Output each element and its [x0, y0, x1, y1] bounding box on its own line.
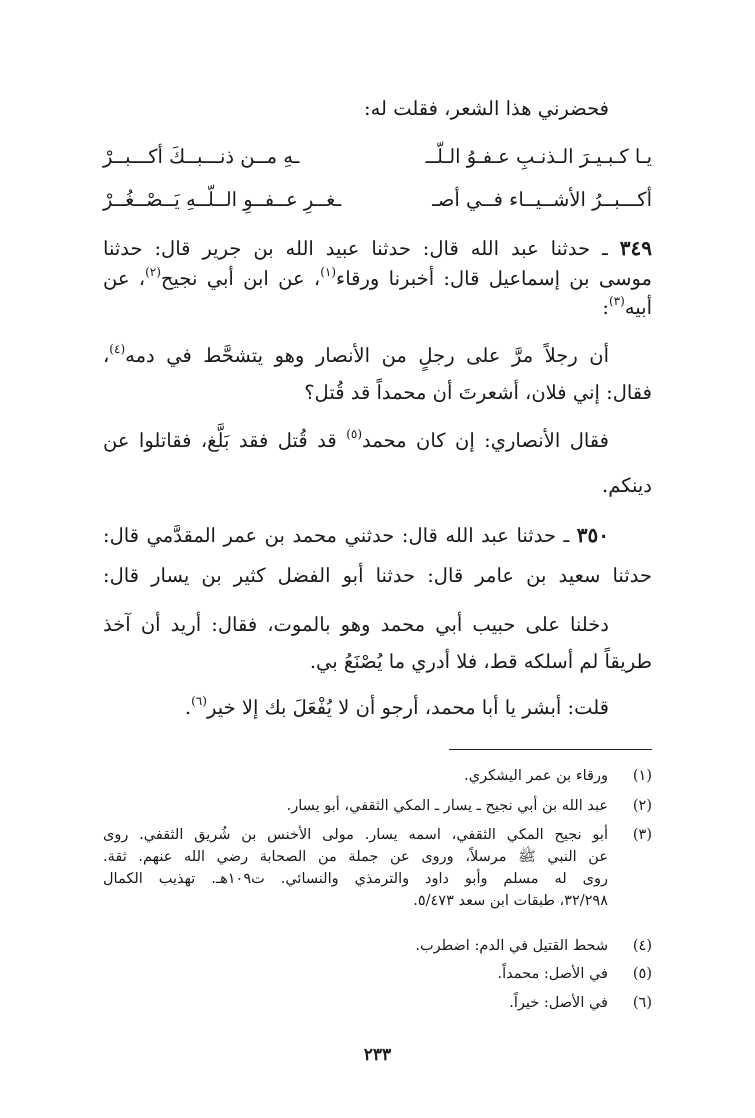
footnote-text: في الأصل: محمداً. — [497, 966, 608, 982]
footnote-ref[interactable]: (٥) — [346, 427, 363, 441]
text-line: دينكم. — [602, 474, 652, 497]
text-line: قلت: أبشر يا أبا محمد، أرجو أن لا يُفْعَلَ بك إلا خير$^{(٦)}$. — [184, 694, 609, 719]
text-line: ٣٥٠ ـ حدثنا عبد الله قال: حدثني محمد بن عمر المقدَّمي قال: — [103, 523, 609, 547]
verse-2-second-hemistich: ـغــرِ عــفــوِ الــلّــهِ يَــصْــغُــرْ — [103, 188, 342, 211]
footnote-text: في الأصل: خيراً. — [509, 995, 608, 1011]
footnote-ref[interactable]: (٢) — [145, 265, 161, 279]
text-line: أن رجلاً مرَّ على رجلٍ من الأنصار وهو يتشحَّط في دمه$^{(٤)}$، — [103, 342, 609, 367]
text-line: فقال الأنصاري: إن كان محمد$^{(٥)}$ قد قُتل فقد بَلَّغ، فقاتلوا عن — [103, 427, 609, 452]
text-line: فقال: إني فلان، أشعرتَ أن محمداً قد قُتل؟ — [304, 381, 652, 404]
verse-1-first-hemistich: يـا كـبـيـرَ الـذنـبِ عـفـوُ الـلّــ — [425, 145, 652, 168]
hadith-number: ٣٥٠ — [576, 523, 609, 547]
footnote-text: عبد الله بن أبي نجيح ـ يسار ـ المكي الثقفي، أبو يسار. — [286, 798, 608, 814]
footnote-number: (٦) — [632, 995, 652, 1011]
footnote-number: (٢) — [632, 798, 652, 814]
footnote-ref[interactable]: (٤) — [109, 342, 126, 356]
footnote-ref[interactable]: (١) — [320, 265, 337, 279]
footnote-number: (٤) — [632, 938, 652, 954]
text-line: فحضرني هذا الشعر، فقلت له: — [364, 97, 609, 120]
text-line: موسى بن إسماعيل قال: أخبرنا ورقاء$^{(١)}$، عن ابن أبي نجيح$^{(٢)}$، عن — [103, 265, 652, 290]
text-line: طريقاً لم أسلكه قط، فلا أدري ما يُصْنَعُ بي. — [309, 650, 652, 673]
verse-1-second-hemistich: ـهِ مــن ذنـــبــكَ أكـــبــرْ — [103, 145, 300, 168]
footnote-number: (٣) — [632, 827, 652, 843]
text-line: أبيه$^{(٣)}$: — [602, 294, 652, 319]
footnote-text: روى له مسلم وأبو داود والترمذي والنسائي. ت١٠٩هـ. تهذيب الكمال — [103, 871, 608, 887]
footnote-text: أبو نجيح المكي الثقفي، اسمه يسار. مولى الأخنس بن شُريق الثقفي. روى — [103, 827, 608, 843]
page-number: ٢٣٣ — [363, 1045, 392, 1065]
verse-2-first-hemistich: أكـــبــرُ الأشــيــاء فــي أصـ — [432, 188, 652, 211]
footnote-divider — [449, 749, 652, 750]
footnote-text: شحط القتيل في الدم: اضطرب. — [415, 938, 608, 954]
footnote-number: (٥) — [632, 966, 652, 982]
hadith-number: ٣٤٩ — [619, 236, 652, 260]
footnote-ref[interactable]: (٣) — [608, 294, 625, 308]
footnote-text: ورقاء بن عمر اليشكري. — [464, 768, 608, 784]
text-line: ٣٤٩ ـ حدثنا عبد الله قال: حدثنا عبيد الله بن جرير قال: حدثنا — [103, 236, 652, 260]
footnote-text: عن النبي ﷺ مرسلاً، وروى عن جملة من الصحابة رضي الله عنهم. ثقة. — [103, 849, 608, 865]
text-line: حدثنا سعيد بن عامر قال: حدثنا أبو الفضل كثير بن يسار قال: — [103, 564, 652, 587]
footnote-text: ٣٢/٢٩٨، طبقات ابن سعد ٥/٤٧٣. — [413, 893, 608, 909]
footnote-ref[interactable]: (٦) — [191, 694, 207, 708]
text-line: دخلنا على حبيب أبي محمد وهو بالموت، فقال: أريد أن آخذ — [103, 613, 609, 636]
footnote-number: (١) — [632, 768, 652, 784]
